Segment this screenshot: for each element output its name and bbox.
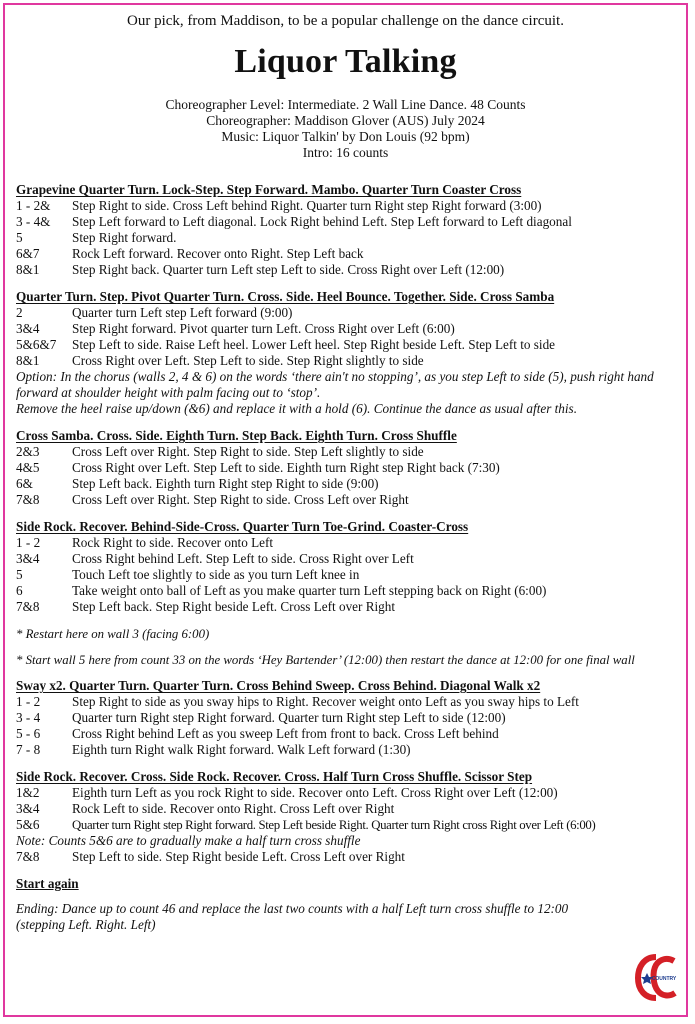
step-count: 7&8 (16, 492, 40, 507)
step-text: Cross Left over Right. Step Right to side. Cross Left over Right (72, 492, 409, 507)
step-row (16, 535, 678, 551)
step-row (16, 849, 678, 865)
section-5 (16, 678, 678, 758)
step-row (16, 726, 678, 742)
step-row (16, 710, 678, 726)
step-count: 5 (16, 230, 23, 245)
step-row (16, 599, 678, 615)
step-count: 5 (16, 567, 23, 582)
step-count: 7&8 (16, 599, 40, 614)
step-row (16, 337, 678, 353)
step-count: 2&3 (16, 444, 40, 459)
section-title: Cross Samba. Cross. Side. Eighth Turn. Step Back. Eighth Turn. Cross Shuffle (16, 428, 457, 443)
section-2 (16, 289, 678, 417)
step-text: Cross Right over Left. Step Left to side. Step Right slightly to side (72, 353, 424, 368)
step-text: Eighth turn Left as you rock Right to side. Recover onto Left. Cross Right over Left (12:00) (72, 785, 558, 800)
option-note: Remove the heel raise up/down (&6) and replace it with a hold (6). Continue the dance as usual after this. (16, 401, 577, 416)
step-row (16, 817, 678, 833)
dance-meta (5, 97, 686, 161)
step-row (16, 353, 678, 369)
restart-note: * Restart here on wall 3 (facing 6:00) (16, 627, 210, 641)
step-text: Step Right back. Quarter turn Left step Left to side. Cross Right over Left (12:00) (72, 262, 505, 277)
step-row (16, 492, 678, 508)
step-count: 2 (16, 305, 23, 320)
step-row (16, 460, 678, 476)
step-text: Rock Left forward. Recover onto Right. Step Left back (72, 246, 364, 261)
step-count: 3 - 4& (16, 214, 51, 229)
step-text: Rock Left to side. Recover onto Right. Cross Left over Right (72, 801, 395, 816)
step-count: 5&6&7 (16, 337, 57, 352)
section-4 (16, 519, 678, 615)
dance-title: Liquor Talking (234, 43, 457, 80)
step-row (16, 583, 678, 599)
step-text: Quarter turn Left step Left forward (9:00) (72, 305, 293, 320)
step-text: Cross Left over Right. Step Right to side. Step Left slightly to side (72, 444, 424, 459)
counts-note: Note: Counts 5&6 are to gradually make a half turn cross shuffle (16, 833, 361, 848)
step-row (16, 305, 678, 321)
step-text: Cross Right over Left. Step Left to side. Eighth turn Right step Right back (7:30) (72, 460, 500, 475)
step-count: 3&4 (16, 801, 40, 816)
step-row (16, 214, 678, 230)
step-row (16, 246, 678, 262)
step-row (16, 694, 678, 710)
ending-note: Ending: Dance up to count 46 and replace the last two counts with a half Left turn cross shuffle to 12:00 (stepping Left. Right. Left) (16, 901, 569, 932)
step-text: Cross Right behind Left as you sweep Left from front to back. Cross Left behind (72, 726, 499, 741)
section-3 (16, 428, 678, 508)
section-title: Side Rock. Recover. Behind-Side-Cross. Quarter Turn Toe-Grind. Coaster-Cross (16, 519, 469, 534)
step-count: 7 - 8 (16, 742, 41, 757)
step-count: 3&4 (16, 551, 40, 566)
step-count: 6&7 (16, 246, 40, 261)
section-title: Grapevine Quarter Turn. Lock-Step. Step Forward. Mambo. Quarter Turn Coaster Cross (16, 182, 522, 197)
step-row (16, 476, 678, 492)
step-text: Quarter turn Right step Right forward. Quarter turn Right step Left to side (12:00) (72, 710, 506, 725)
start-wall-note: * Start wall 5 here from count 33 on the words ‘Hey Bartender’ (12:00) then restart the dance at 12:00 for one final wall (16, 653, 635, 667)
step-text: Cross Right behind Left. Step Left to side. Cross Right over Left (72, 551, 414, 566)
meta-intro: Intro: 16 counts (302, 145, 389, 160)
option-note: Option: In the chorus (walls 2, 4 & 6) on the words ‘there ain't no stopping’, as you step Left to side (5), push right hand forward at shoulder height with palm facing out to ‘stop’. (16, 369, 654, 400)
step-count: 7&8 (16, 849, 40, 864)
step-count: 8&1 (16, 353, 40, 368)
step-row (16, 230, 678, 246)
step-text: Step Left forward to Left diagonal. Lock Right behind Left. Step Left forward to Left diagonal (72, 214, 572, 229)
step-text: Step Left back. Eighth turn Right step Right to side (9:00) (72, 476, 379, 491)
step-text: Step Right to side. Cross Left behind Right. Quarter turn Right step Right forward (3:00) (72, 198, 542, 213)
step-text: Step Right forward. Pivot quarter turn Left. Cross Right over Left (6:00) (72, 321, 455, 336)
step-text: Step Left to side. Raise Left heel. Lower Left heel. Step Right beside Left. Step Left to side (72, 337, 556, 352)
section-1 (16, 182, 678, 278)
step-row (16, 567, 678, 583)
step-count: 5&6 (16, 817, 40, 832)
intro-line: Our pick, from Maddison, to be a popular challenge on the dance circuit. (127, 13, 564, 29)
step-count: 1 - 2 (16, 535, 41, 550)
section-6 (16, 769, 678, 865)
step-row (16, 198, 678, 214)
step-text: Step Left to side. Step Right beside Left. Cross Left over Right (72, 849, 405, 864)
step-count: 5 - 6 (16, 726, 41, 741)
step-count: 8&1 (16, 262, 40, 277)
step-row (16, 262, 678, 278)
step-row (16, 801, 678, 817)
page-frame (3, 3, 688, 1017)
step-row (16, 321, 678, 337)
step-row (16, 742, 678, 758)
step-count: 1 - 2 (16, 694, 41, 709)
step-count: 6& (16, 476, 33, 491)
step-sheet (16, 182, 678, 933)
step-count: 6 (16, 583, 23, 598)
logo-text: COUNTRY (651, 976, 677, 982)
step-count: 4&5 (16, 460, 40, 475)
step-count: 1&2 (16, 785, 40, 800)
step-row (16, 785, 678, 801)
step-count: 1 - 2& (16, 198, 51, 213)
meta-music: Music: Liquor Talkin' by Don Louis (92 bpm) (221, 129, 470, 144)
step-text: Step Left back. Step Right beside Left. Cross Left over Right (72, 599, 396, 614)
country-logo-icon (634, 951, 680, 1003)
section-title: Side Rock. Recover. Cross. Side Rock. Recover. Cross. Half Turn Cross Shuffle. Scissor Step (16, 769, 533, 784)
section-title: Quarter Turn. Step. Pivot Quarter Turn. Cross. Side. Heel Bounce. Together. Side. Cross Samba (16, 289, 555, 304)
meta-level: Choreographer Level: Intermediate. 2 Wall Line Dance. 48 Counts (165, 97, 526, 112)
meta-choreographer: Choreographer: Maddison Glover (AUS) July 2024 (206, 113, 485, 128)
step-count: 3 - 4 (16, 710, 41, 725)
step-text: Eighth turn Right walk Right forward. Walk Left forward (1:30) (72, 742, 411, 757)
step-row (16, 551, 678, 567)
step-text: Touch Left toe slightly to side as you turn Left knee in (72, 567, 360, 582)
step-text: Take weight onto ball of Left as you make quarter turn Left stepping back on Right (6:00) (72, 583, 547, 598)
step-text: Step Right to side as you sway hips to Right. Recover weight onto Left as you sway hips to Left (72, 694, 579, 709)
step-text: Rock Right to side. Recover onto Left (72, 535, 274, 550)
section-title: Sway x2. Quarter Turn. Quarter Turn. Cross Behind Sweep. Cross Behind. Diagonal Walk x2 (16, 678, 541, 693)
step-text: Quarter turn Right step Right forward. Step Left beside Right. Quarter turn Right cross Right over Left (6:00) (72, 818, 596, 832)
step-text: Step Right forward. (72, 230, 177, 245)
step-count: 3&4 (16, 321, 40, 336)
start-again: Start again (16, 876, 79, 891)
step-row (16, 444, 678, 460)
